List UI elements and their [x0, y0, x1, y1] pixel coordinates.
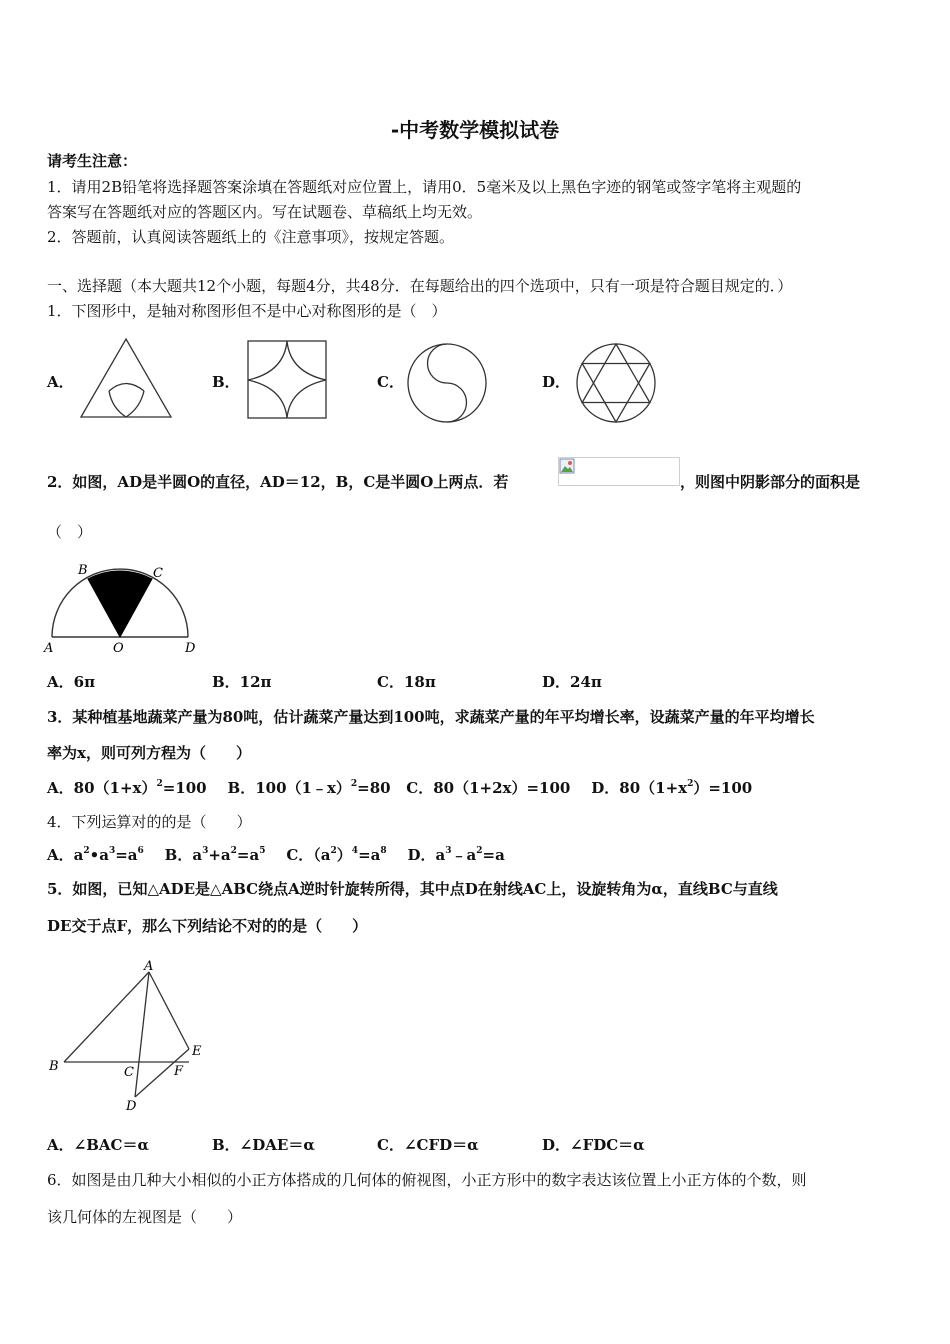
notice-line3: 2．答题前，认真阅读答题纸上的《注意事项》，按规定答题。 [47, 228, 455, 246]
q2-option-a: A．6π [47, 673, 96, 691]
q3-option-b: B．100（1﹣x）$^2$=80 [227, 779, 391, 797]
q3-option-c: C．80（1+2x）=100 [406, 779, 571, 797]
q5-label-c: C [124, 1065, 134, 1080]
q5-label-d: D [126, 1099, 137, 1114]
q2-answer-paren: （ ） [47, 523, 93, 541]
q1-figure-b-square-star [246, 340, 328, 420]
q2-label-d: D [185, 641, 196, 656]
q4-option-a: A．$a^2•a^3=a^6$ [47, 846, 144, 864]
q2-stem-part2: ，则图中阴影部分的面积是 [680, 473, 861, 491]
q2-label-c: C [153, 566, 163, 581]
q1-option-b: B． [212, 373, 240, 391]
q2-label-b: B [78, 563, 88, 578]
q3-option-a: A．$80(1+x)^2=100$ [47, 779, 207, 797]
notice-line2: 答案写在答题纸对应的答题区内。写在试题卷、草稿纸上均无效。 [47, 203, 483, 221]
q5-option-b: B．∠DAE＝α [212, 1136, 315, 1154]
q5-label-b: B [49, 1059, 59, 1074]
q1-stem: 1．下图形中，是轴对称图形但不是中心对称图形的是（ ） [47, 302, 447, 320]
q5-stem-line1: 5．如图，已知△ADE是△ABC绕点A逆时针旋转所得，其中点D在射线AC上，设旋转角为α，直线BC与直线 [47, 880, 778, 898]
q5-option-a: A．∠BAC＝α [47, 1136, 150, 1154]
q2-stem-part1: 2．如图，AD是半圆O的直径，AD＝12，B，C是半圆O上两点．若 [47, 473, 509, 491]
section1-heading: 一、选择题（本大题共12个小题，每题4分，共48分．在每题给出的四个选项中，只有一项是符合题目规定的．） [47, 277, 793, 295]
q5-figure-rotated-triangles [42, 952, 217, 1117]
q5-option-c: C．∠CFD＝α [377, 1136, 479, 1154]
q2-option-d: D．24π [542, 673, 602, 691]
q3-options [47, 778, 752, 798]
q1-figure-c-circle-s-curve [405, 342, 489, 424]
q2-option-b: B．12π [212, 673, 272, 691]
notice-heading: 请考生注意： [47, 152, 138, 170]
page-title: -中考数学模拟试卷 [390, 118, 560, 142]
notice-line1: 1．请用2B铅笔将选择题答案涂填在答题纸对应位置上，请用0．5毫米及以上黑色字迹的钢笔或签字笔将主观题的 [47, 178, 802, 196]
q2-label-a: A [44, 641, 54, 656]
q1-figure-d-hexagram-circle [574, 341, 658, 425]
q5-stem-line2: DE交于点F，那么下列结论不对的的是（ ） [47, 917, 368, 935]
q5-label-f: F [174, 1064, 184, 1079]
q2-figure-semicircle [42, 558, 207, 658]
q1-option-d: D． [542, 373, 571, 391]
q5-option-d: D．∠FDC＝α [542, 1136, 645, 1154]
q4-option-b: B．$a^3+a^2=a^5$ [164, 846, 266, 864]
q4-stem: 4．下列运算对的的是（ ） [47, 813, 252, 831]
q3-stem-line1: 3．某种植基地蔬菜产量为80吨，估计蔬菜产量达到100吨，求蔬菜产量的年平均增长率，设蔬菜产量的年平均增长 [47, 708, 815, 726]
q5-label-a: A [144, 959, 154, 974]
q4-options [47, 845, 505, 865]
q1-option-c: C． [377, 373, 404, 391]
q5-label-e: E [192, 1044, 202, 1059]
q2-label-o: O [113, 641, 124, 656]
q4-option-c: C．$(a^2)^4=a^8$ [286, 846, 387, 864]
q6-stem-line1: 6．如图是由几种大小相似的小正方体搭成的几何体的俯视图，小正方形中的数字表达该位置上小正方体的个数，则 [47, 1171, 807, 1189]
q2-missing-formula-image [558, 457, 680, 486]
q4-option-d: D．$a^3﹣a^2=a$ [407, 846, 505, 864]
q1-figure-a-triangle-arcs [78, 336, 174, 420]
q1-option-a: A． [47, 373, 74, 391]
q3-option-d: D．$80(1+x^2)=100$ [591, 779, 753, 797]
q2-option-c: C．18π [377, 673, 436, 691]
broken-image-icon [559, 458, 575, 474]
q3-stem-line2: 率为x，则可列方程为（ ） [47, 744, 251, 762]
q6-stem-line2: 该几何体的左视图是（ ） [47, 1208, 243, 1226]
